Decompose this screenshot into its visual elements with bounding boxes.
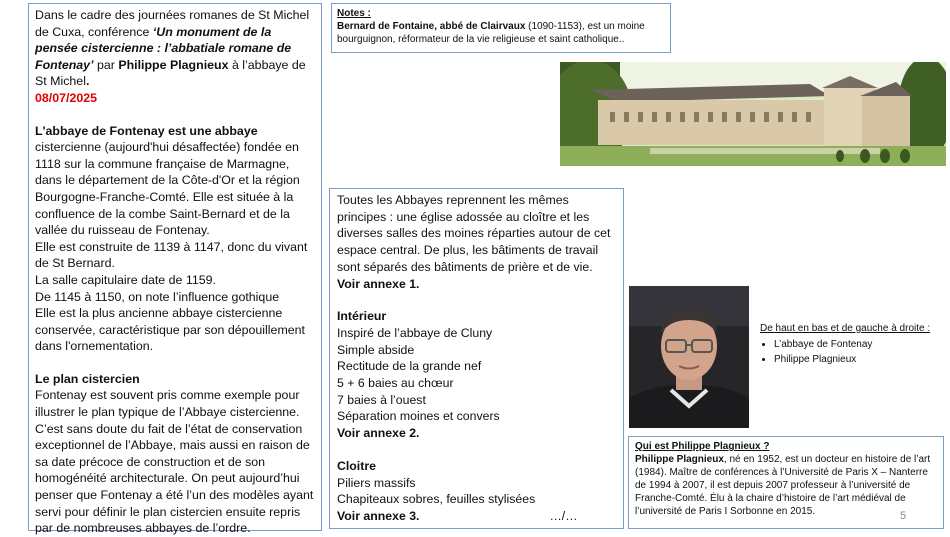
bio-name: Philippe Plagnieux [635, 454, 724, 465]
interior-item: 5 + 6 baies au chœur [337, 376, 454, 391]
photo-caption [760, 322, 948, 368]
notes-title: Notes : [337, 8, 371, 19]
abbey-photo [560, 62, 946, 166]
intro-dot: . [85, 74, 90, 89]
principles-box [329, 188, 624, 529]
intro-text-2: par [93, 57, 119, 72]
built-text: Elle est construite de 1139 à 1147, donc du vivant de St Bernard. [35, 239, 308, 271]
principles-text: Toutes les Abbayes reprennent les mêmes principes : une église adossée au cloître et les diverses salles des moines réparties autour de cet espace central. De plus, les bâtiments de travail sont séparés des bâtiments de prière et de vie. [337, 193, 611, 274]
abbey-heading: L'abbaye de Fontenay est une abbaye [35, 123, 258, 138]
interior-item: 7 baies à l’ouest [337, 392, 426, 407]
annex-2-ref: Voir annexe 2. [337, 426, 420, 441]
cloister-heading: Cloitre [337, 458, 376, 473]
conference-date: 08/07/2025 [35, 90, 98, 105]
oldest-text: Elle est la plus ancienne abbaye cistercienne conservée, caractéristique par son dépouillement dans l'ornementation. [35, 306, 305, 354]
plan-heading: Le plan cistercien [35, 371, 140, 386]
intro-paragraph [35, 7, 315, 90]
continued-marker: …/… [549, 508, 578, 523]
interior-item: Séparation moines et convers [337, 409, 500, 424]
notes-text: (1090-1153), est un moine bourguignon, réformateur de la vie religieuse et saint catholique.. [337, 21, 645, 45]
bio-box [628, 436, 944, 529]
interior-heading: Intérieur [337, 309, 387, 324]
caption-item: • L’abbaye de Fontenay [774, 338, 948, 351]
cloister-item: Chapiteaux sobres, feuilles stylisées [337, 492, 536, 507]
abbey-text: cistercienne (aujourd'hui désaffectée) fondée en 1118 sur la commune française de Marmagne, dans le département de la Côte-d'Or et la région Bourgogne-Franche-Comté. Elle est située à la confluence de la combe Saint-Bernard et de la vallée du ruisseau de Fontenay. [35, 140, 300, 238]
caption-title: De haut en bas et de gauche à droite : [760, 323, 931, 334]
conference-title: ‘Un monument de la pensée cistercienne : l’abbatiale romane de Fontenay’ [35, 24, 292, 72]
slide-number: 5 [900, 510, 907, 522]
caption-item: • Philippe Plagnieux [774, 353, 948, 366]
intro-text-3: à l’abbaye de St Michel [35, 57, 306, 89]
annex-1-ref: Voir annexe 1. [337, 276, 420, 291]
portrait-photo [629, 286, 749, 428]
interior-item: Rectitude de la grande nef [337, 359, 482, 374]
gothic-text: De 1145 à 1150, on note l’influence gothique [35, 289, 280, 304]
bio-text: , né en 1952, est un docteur en histoire de l’art (1984). Maître de conférences à l’Université de Paris X – Nanterre de 1994 à 2007, il est depuis 2007 professeur à l’université de Franche-Comté. Élu à la chaire d’histoire de l’art médiéval de l’université de Paris I Sorbonne en 2015. [635, 454, 931, 517]
caption-list [760, 338, 948, 366]
intro-text: Dans le cadre des journées romanes de St Michel de Cuxa, conférence [35, 8, 310, 39]
interior-item: Inspiré de l’abbaye de Cluny [337, 325, 493, 340]
interior-item: Simple abside [337, 342, 415, 357]
annex-3-ref: Voir annexe 3. [337, 508, 420, 523]
left-text-box [28, 3, 322, 536]
bio-title: Qui est Philippe Plagnieux ? [635, 441, 770, 452]
notes-box [331, 3, 671, 53]
cloister-item: Piliers massifs [337, 475, 416, 490]
notes-person: Bernard de Fontaine, abbé de Clairvaux [337, 21, 526, 32]
plan-text: Fontenay est souvent pris comme exemple pour illustrer le plan typique de l’Abbaye cistercienne. C’est sans doute du fait de l’état de conservation exceptionnel de l’Abbaye, mais aussi en raison de sa date précoce de construction et de son homogénéité architecturale. On peut aujourd’hui penser que Fontenay a été l’un des modèles ayant servi pour définir le plan cistercien ensuite repris par de nombreuses abbayes de l’ordre. [35, 388, 314, 536]
speaker-name: Philippe Plagnieux [118, 57, 229, 72]
chapter-text: La salle capitulaire date de 1159. [35, 272, 216, 287]
